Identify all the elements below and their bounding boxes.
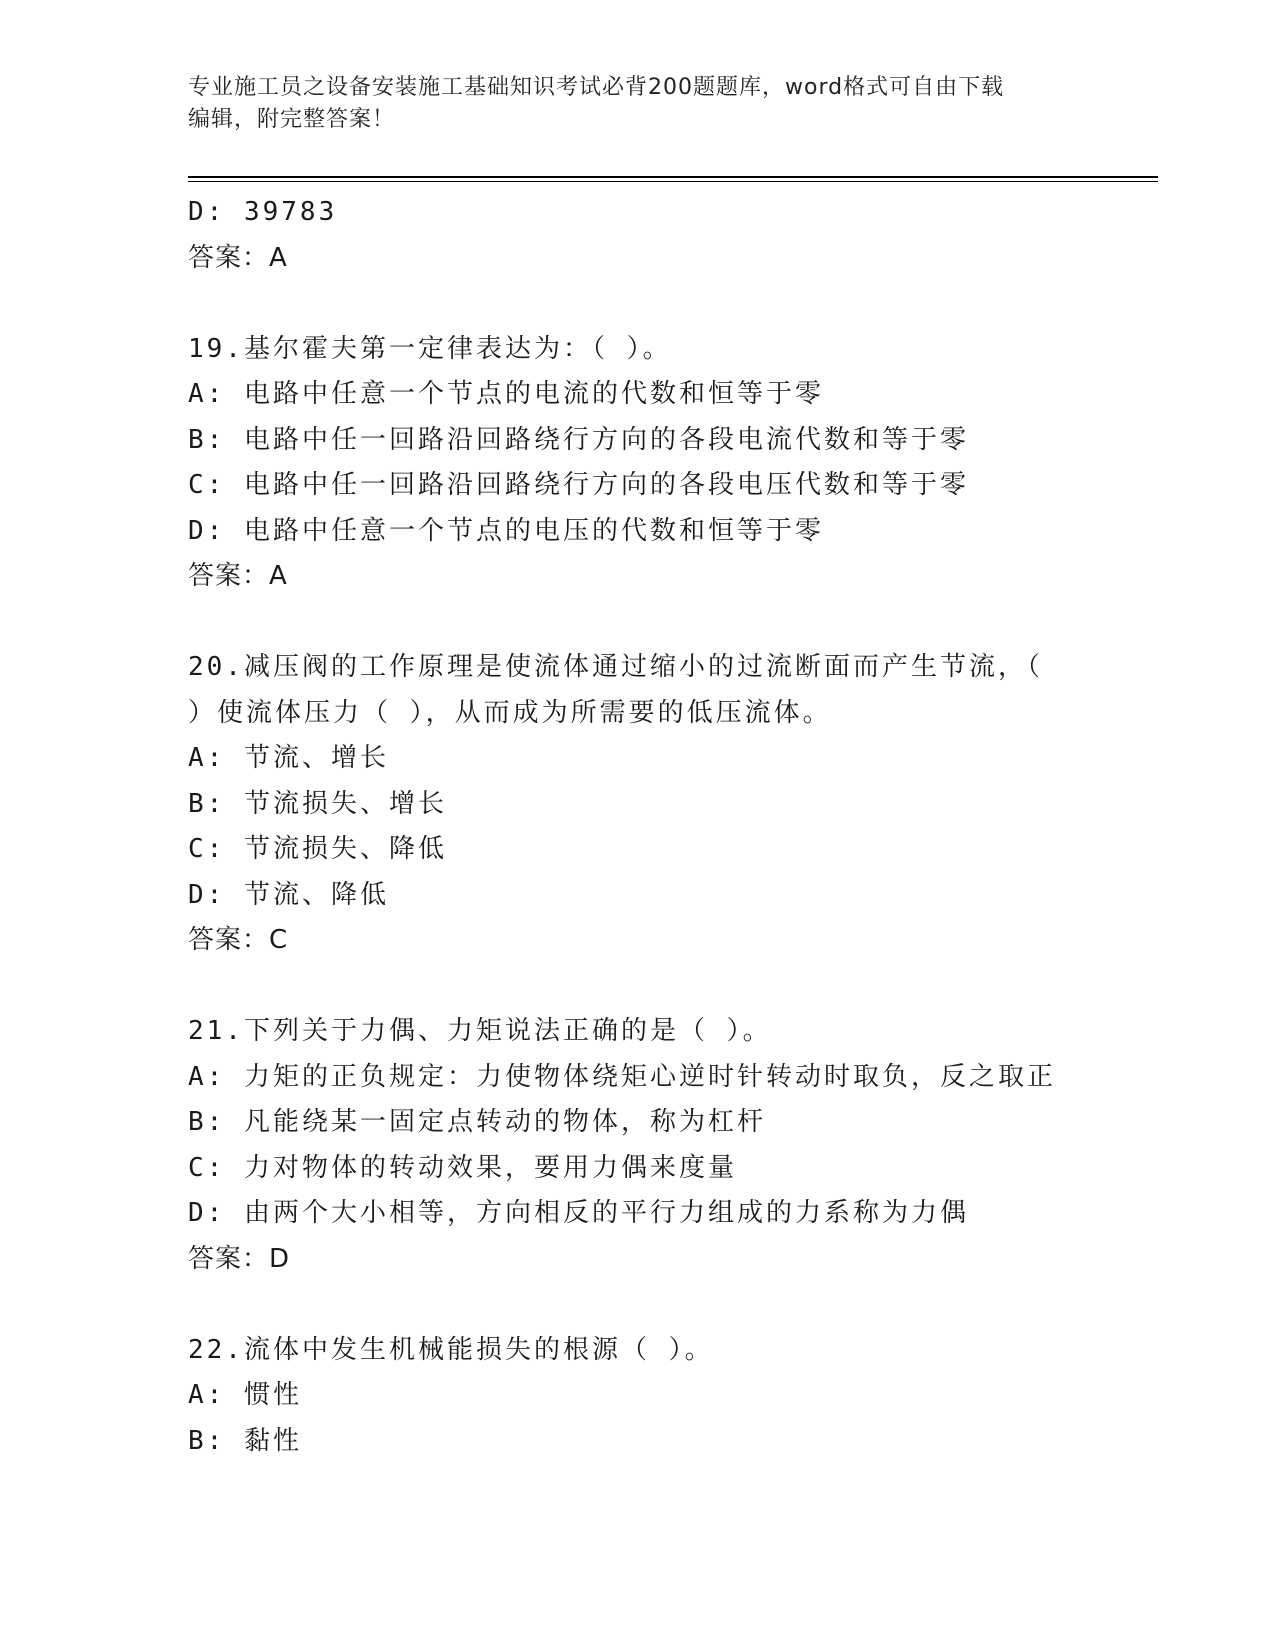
spacer [188, 600, 1088, 646]
question-stem: 19.基尔霍夫第一定律表达为：（ ）。 [188, 333, 672, 364]
question-19 [188, 327, 1088, 600]
option-b: B: 黏性 [188, 1425, 302, 1456]
question-stem-continued: ）使流体压力（ ），从而成为所需要的低压流体。 [188, 697, 832, 728]
question-20 [188, 645, 1088, 964]
answer: 答案：A [188, 561, 288, 591]
option-a: A: 力矩的正负规定：力使物体绕矩心逆时针转动时取负，反之取正 [188, 1061, 1056, 1092]
spacer [188, 281, 1088, 327]
question-stem: 20.减压阀的工作原理是使流体通过缩小的过流断面而产生节流，（ [188, 652, 1043, 682]
option-c: C: 电路中任一回路沿回路绕行方向的各段电压代数和等于零 [188, 470, 969, 500]
spacer [188, 964, 1088, 1010]
question-content [188, 190, 1088, 1464]
option-a: A: 惯性 [188, 1380, 302, 1410]
option-a: A: 电路中任意一个节点的电流的代数和恒等于零 [188, 379, 824, 409]
question-stem: 22.流体中发生机械能损失的根源（ ）。 [188, 1334, 714, 1365]
prev-answer: 答案：A [188, 242, 288, 273]
option-b: B: 凡能绕某一固定点转动的物体，称为杠杆 [188, 1107, 766, 1137]
option-a: A: 节流、增长 [188, 743, 389, 773]
document-header [188, 72, 1088, 136]
question-stem: 21.下列关于力偶、力矩说法正确的是（ ）。 [188, 1016, 772, 1046]
spacer [188, 1282, 1088, 1328]
prev-option-d: D: 39783 [188, 197, 338, 227]
answer: 答案：C [188, 925, 289, 955]
answer: 答案：D [188, 1243, 291, 1274]
option-c: C: 节流损失、降低 [188, 834, 447, 864]
option-b: B: 电路中任一回路沿回路绕行方向的各段电流代数和等于零 [188, 424, 969, 455]
header-divider-thick [188, 176, 1158, 178]
header-line-2: 编辑，附完整答案！ [188, 107, 396, 132]
option-d: D: 节流、降低 [188, 879, 389, 910]
header-divider-thin [188, 181, 1158, 182]
option-c: C: 力对物体的转动效果，要用力偶来度量 [188, 1152, 737, 1183]
option-b: B: 节流损失、增长 [188, 788, 447, 819]
question-21 [188, 1009, 1088, 1282]
option-d: D: 电路中任意一个节点的电压的代数和恒等于零 [188, 515, 824, 546]
option-d: D: 由两个大小相等，方向相反的平行力组成的力系称为力偶 [188, 1198, 969, 1228]
header-line-1: 专业施工员之设备安装施工基础知识考试必背200题题库，word格式可自由下载 [188, 75, 1005, 100]
question-22 [188, 1328, 1088, 1465]
